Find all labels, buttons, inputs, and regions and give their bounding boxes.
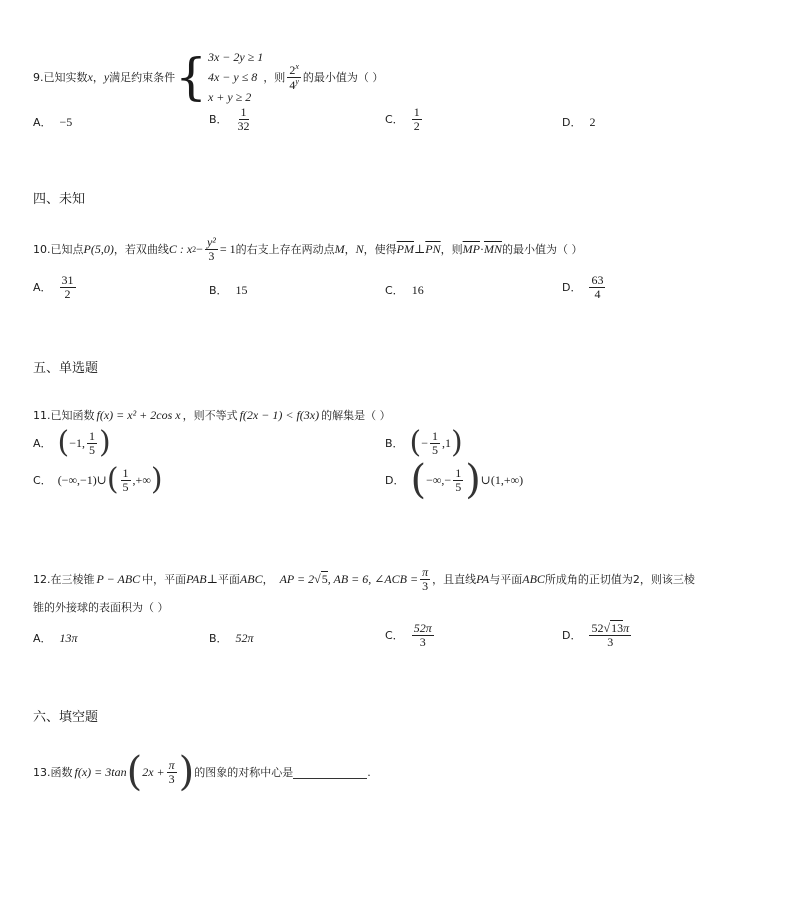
text-span: x xyxy=(295,61,299,71)
text-span: D． xyxy=(562,281,582,295)
text-span: 13π xyxy=(59,630,78,645)
text-span: ，使得 xyxy=(363,243,397,257)
text-span: 5 xyxy=(455,479,462,494)
option-d[interactable]: D． ( −∞,− $\frac{1}{5}$ ) ∪(1,+∞) xyxy=(385,457,524,503)
option-a[interactable] xyxy=(33,630,78,646)
option-b[interactable] xyxy=(209,282,248,298)
text-span: C． xyxy=(385,284,404,297)
text-span: ∪(1,+∞) xyxy=(480,472,524,487)
text-span: −∞,− xyxy=(426,472,452,487)
text-span: 15 xyxy=(235,282,248,297)
text-span: C． xyxy=(385,113,404,127)
question-number: 9. xyxy=(33,70,44,84)
option-c[interactable]: C． (−∞,−1)∪ ( $\frac{1}{5}$ ,+∞ ) xyxy=(33,462,163,497)
option-a[interactable]: A． ( −1, $\frac{1}{5}$ ) xyxy=(33,425,111,460)
text-span: ⊥ xyxy=(206,571,218,586)
text-span: 已知实数 xyxy=(43,71,88,84)
text-span: ,+∞ xyxy=(132,472,151,487)
question-12-stem: 12. 在三棱锥 P − ABC 中，平面 PAB ⊥ 平面 ABC ， AP = 2 √ 5 , AB = 6, ∠ACB = $\frac{\pi}{3}$ ，且直线 PA 与平面 ABC 所成角的正切值为2，则该三棱 xyxy=(33,565,695,593)
text-span: ⊥ xyxy=(414,241,426,256)
text-span: ，则 xyxy=(440,243,463,257)
option-c[interactable] xyxy=(385,622,436,648)
text-span: N xyxy=(355,241,364,256)
text-span: 4 xyxy=(289,77,296,92)
text-span: · xyxy=(479,241,484,256)
text-span: C． xyxy=(33,474,52,487)
text-span: A． xyxy=(33,632,52,645)
text-span: 的最小值为（ ） xyxy=(302,71,384,84)
text-span: 函数 xyxy=(50,766,73,779)
text-span: 52π xyxy=(235,630,254,645)
text-span: 的最小值为（ ） xyxy=(501,243,583,257)
text-span: ，则不等式 xyxy=(182,409,238,422)
section-heading: 六、填空题 xyxy=(33,710,99,725)
question-11-stem xyxy=(33,407,391,423)
text-span: (−∞,−1)∪ xyxy=(57,472,107,487)
text-span: P(5,0) xyxy=(83,241,114,256)
text-span: 1 xyxy=(413,105,420,119)
text-span: − xyxy=(196,241,203,256)
option-c[interactable] xyxy=(385,282,424,298)
question-number: 10. xyxy=(33,242,51,256)
text-span: 的图象的对称中心是 xyxy=(194,766,294,779)
text-span: ,1 xyxy=(442,435,452,450)
text-span: 所成角的正切值为2，则该三棱 xyxy=(544,573,695,587)
text-span: ， xyxy=(262,573,274,587)
text-span: ABC xyxy=(522,571,545,586)
text-span: 1 xyxy=(455,465,462,480)
question-10-stem xyxy=(33,236,582,262)
text-span: 2 xyxy=(64,286,71,301)
text-span: A． xyxy=(33,281,52,295)
text-span: A． xyxy=(33,116,52,129)
question-12-continued: 锥的外接球的表面积为（ ） xyxy=(33,601,169,614)
text-span: 中，平面 xyxy=(142,573,187,587)
text-span: 3 xyxy=(607,634,614,649)
answer-blank[interactable] xyxy=(293,766,367,779)
text-span: ，若双曲线 xyxy=(113,243,169,257)
text-span: 3 xyxy=(208,248,215,263)
text-span: y xyxy=(103,69,110,84)
text-span: f(x) = x² + 2cos x xyxy=(96,407,181,422)
text-span: −1, xyxy=(69,435,86,450)
text-span: 2 xyxy=(589,114,596,129)
text-span: 3 xyxy=(419,634,426,649)
option-d[interactable] xyxy=(562,114,595,130)
text-span: 在三棱锥 xyxy=(50,573,95,587)
text-span: 与平面 xyxy=(489,573,523,587)
text-span: 5 xyxy=(432,442,439,457)
option-b[interactable] xyxy=(209,630,254,646)
text-span: B． xyxy=(385,437,404,450)
text-span: 2x + xyxy=(142,764,165,779)
text-span: 1 xyxy=(89,428,96,443)
text-span: $\overline{MP}$ xyxy=(462,241,480,256)
text-span: 1 xyxy=(122,465,129,480)
text-span: y xyxy=(295,76,299,86)
text-span: 52π xyxy=(413,621,432,635)
text-span: 1 xyxy=(432,428,439,443)
text-span: P − ABC xyxy=(96,571,141,586)
text-span: AP = 2 xyxy=(279,571,315,586)
question-number: 12. xyxy=(33,572,51,586)
text-span: $\overline{PM}$ xyxy=(396,241,414,256)
text-span: π xyxy=(623,621,630,635)
text-span: 已知点 xyxy=(50,243,84,257)
text-span: y² xyxy=(206,235,216,249)
text-span: , AB = 6, ∠ACB = xyxy=(327,571,419,586)
text-span: C : x xyxy=(168,241,193,256)
section-heading: 四、未知 xyxy=(33,192,86,207)
text-span: M xyxy=(334,241,345,256)
section-heading: 五、单选题 xyxy=(33,361,99,376)
text-span: 3 xyxy=(422,578,429,593)
question-9-stem xyxy=(33,47,383,107)
text-span: x + y ≥ 2 xyxy=(207,90,252,104)
objective-fraction xyxy=(287,63,301,91)
text-span: f(x) = 3tan xyxy=(74,764,127,779)
text-span: B． xyxy=(209,632,228,645)
option-d[interactable] xyxy=(562,274,607,300)
text-span: 1 xyxy=(240,105,247,119)
text-span: 2 xyxy=(413,118,420,133)
text-span: 4x − y ≤ 8 xyxy=(207,70,258,84)
text-span: PAB xyxy=(186,571,207,586)
text-span: 2 xyxy=(192,244,197,254)
option-a[interactable] xyxy=(33,274,78,300)
text-span: 16 xyxy=(411,282,424,297)
text-span: 5 xyxy=(89,442,96,457)
text-span: 63 xyxy=(591,273,604,287)
text-span: π xyxy=(168,757,175,772)
text-span: 31 xyxy=(61,273,74,287)
constraint-system: { 3x − 2y ≥ 1 4x − y ≤ 8 x + y ≥ 2 xyxy=(175,48,264,106)
text-span: ABC xyxy=(239,571,263,586)
option-d[interactable]: D． $\frac{52√13\pi}{3}$ xyxy=(562,621,630,649)
text-span: C． xyxy=(385,629,404,643)
text-span: 3 xyxy=(168,771,175,786)
question-number: 11. xyxy=(33,408,51,422)
text-span: ，则 xyxy=(263,71,286,84)
option-b[interactable]: B． ( − $\frac{1}{5}$ ,1 ) xyxy=(385,425,463,460)
text-span: D． xyxy=(562,629,582,643)
text-span: 的解集是（ ） xyxy=(321,409,391,422)
text-span: $\overline{MN}$ xyxy=(483,241,502,256)
text-span: 满足约束条件 xyxy=(109,71,176,84)
text-span: ，且直线 xyxy=(432,573,477,587)
text-span: D． xyxy=(385,474,405,487)
question-13-stem: 13. 函数 f(x) = 3tan ( 2x + $\frac{\pi}{3}$ ) 的图象的对称中心是 . xyxy=(33,749,371,795)
option-a[interactable] xyxy=(33,114,72,130)
text-span: $\overline{PN}$ xyxy=(425,241,441,256)
text-span: −5 xyxy=(59,114,73,129)
text-span: f(2x − 1) < f(3x) xyxy=(239,407,320,422)
text-span: 52 xyxy=(591,621,604,635)
text-span: ， xyxy=(92,71,104,84)
text-span: ， xyxy=(344,243,356,257)
text-span: 平面 xyxy=(217,573,240,587)
text-span: A． xyxy=(33,437,52,450)
text-span: π xyxy=(422,565,429,579)
text-span: B． xyxy=(209,113,228,127)
text-span: 2 xyxy=(289,62,296,77)
text-span: = 1 xyxy=(219,241,236,256)
text-span: x xyxy=(87,69,93,84)
text-span: − xyxy=(421,435,429,450)
text-span: 已知函数 xyxy=(50,409,95,422)
option-c[interactable] xyxy=(385,106,424,132)
text-span: 5 xyxy=(122,479,129,494)
text-span: 的右支上存在两动点 xyxy=(235,243,335,257)
question-number: 13. xyxy=(33,765,51,779)
text-span: 4 xyxy=(594,286,601,301)
option-b[interactable] xyxy=(209,106,254,132)
text-span: 5 xyxy=(321,572,328,587)
text-span: . xyxy=(367,765,371,779)
text-span: 32 xyxy=(237,118,250,133)
text-span: D． xyxy=(562,116,582,129)
text-span: 13 xyxy=(611,621,624,635)
text-span: PA xyxy=(476,571,490,586)
text-span: B． xyxy=(209,284,228,297)
text-span: 3x − 2y ≥ 1 xyxy=(207,50,264,64)
